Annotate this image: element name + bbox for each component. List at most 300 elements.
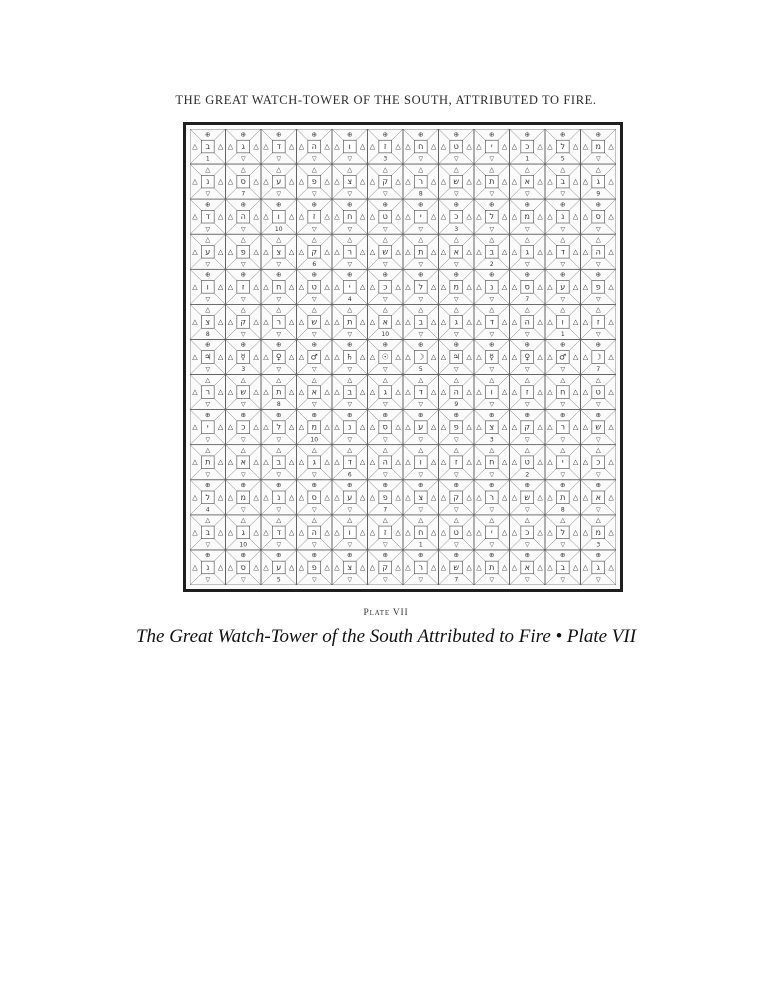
pyramid-square [474, 199, 510, 234]
top-glyph: ⊕ [311, 340, 317, 349]
center-glyph: ס [240, 562, 246, 572]
triangle-glyph: △ [537, 528, 543, 537]
center-glyph: ד [347, 457, 352, 467]
center-glyph: ו [277, 212, 280, 222]
triangle-glyph: △ [405, 388, 411, 397]
pyramid-square [439, 410, 475, 445]
center-glyph: ♃ [452, 352, 460, 362]
top-glyph: ⊕ [276, 130, 282, 139]
bottom-glyph: ▽ [560, 471, 566, 479]
bottom-glyph: ▽ [276, 295, 282, 303]
bottom-glyph: 9 [596, 190, 601, 198]
top-glyph: ⊕ [311, 410, 317, 419]
center-glyph: ת [418, 247, 424, 257]
triangle-glyph: △ [369, 247, 376, 256]
center-glyph: ד [205, 212, 210, 222]
top-glyph: ⊕ [240, 130, 246, 139]
top-glyph: △ [524, 235, 530, 244]
triangle-glyph: △ [227, 458, 234, 467]
pyramid-square [261, 199, 297, 234]
center-glyph: ר [276, 317, 282, 327]
triangle-glyph: △ [501, 177, 508, 186]
center-glyph: ג [596, 562, 600, 572]
triangle-glyph: △ [547, 142, 553, 151]
bottom-glyph: ▽ [595, 401, 601, 409]
pyramid-square [332, 480, 368, 515]
triangle-glyph: △ [466, 282, 472, 291]
top-glyph: ⊕ [453, 481, 459, 490]
triangle-glyph: △ [466, 177, 472, 186]
center-glyph: א [595, 492, 601, 502]
pyramid-square [297, 339, 333, 374]
triangle-glyph: △ [288, 282, 295, 291]
center-glyph: צ [418, 492, 424, 502]
center-glyph: ה [595, 247, 601, 257]
center-glyph: י [206, 422, 209, 432]
top-glyph: ⊕ [489, 130, 495, 139]
center-glyph: א [240, 457, 246, 467]
top-glyph: △ [382, 445, 388, 454]
triangle-glyph: △ [324, 563, 330, 572]
bottom-glyph: 10 [310, 436, 319, 444]
center-glyph: ת [489, 562, 495, 572]
top-glyph: ⊕ [418, 270, 424, 279]
triangle-glyph: △ [253, 563, 259, 572]
pyramid-square [510, 304, 546, 339]
triangle-glyph: △ [227, 247, 234, 256]
center-glyph: נ [206, 177, 210, 187]
triangle-glyph: △ [192, 423, 198, 432]
triangle-glyph: △ [466, 353, 472, 361]
pyramid-square [474, 410, 510, 445]
bottom-glyph: ▽ [276, 506, 282, 514]
pyramid-square [545, 550, 581, 585]
bottom-glyph: ▽ [205, 436, 211, 444]
top-glyph: ⊕ [347, 270, 353, 279]
pyramid-square [510, 445, 546, 480]
triangle-glyph: △ [298, 247, 305, 256]
top-glyph: △ [489, 445, 495, 454]
center-glyph: ה [311, 527, 317, 537]
pyramid-square [261, 339, 297, 374]
pyramid-square [581, 234, 617, 269]
bottom-glyph: ▽ [240, 225, 246, 233]
center-glyph: ר [418, 177, 424, 187]
triangle-glyph: △ [430, 142, 437, 151]
triangle-glyph: △ [582, 177, 589, 186]
pyramid-square [368, 339, 404, 374]
bottom-glyph: 2 [489, 260, 494, 268]
pyramid-square [545, 375, 581, 410]
top-glyph: ⊕ [595, 551, 601, 560]
triangle-glyph: △ [572, 282, 579, 291]
triangle-glyph: △ [547, 353, 553, 361]
triangle-glyph: △ [263, 282, 269, 291]
triangle-glyph: △ [334, 528, 340, 537]
bottom-glyph: ▽ [276, 366, 282, 374]
watch-tower-tablet [183, 122, 623, 592]
triangle-glyph: △ [572, 528, 579, 537]
triangle-glyph: △ [582, 212, 589, 221]
center-glyph: ל [205, 492, 211, 502]
pyramid-square [545, 515, 581, 550]
pyramid-square [190, 445, 226, 480]
caption: The Great Watch-Tower of the South Attributed to Fire • Plate VII [135, 626, 637, 647]
top-glyph: ⊕ [418, 481, 424, 490]
bottom-glyph: ▽ [311, 295, 317, 303]
center-glyph: ♀ [275, 352, 282, 362]
center-glyph: נ [277, 492, 281, 502]
top-glyph: ⊕ [489, 551, 495, 560]
pyramid-square [439, 269, 475, 304]
pyramid-square [439, 129, 475, 164]
bottom-glyph: ▽ [560, 576, 566, 584]
center-glyph: ♂ [310, 352, 318, 362]
bottom-glyph: 7 [454, 576, 459, 584]
triangle-glyph: △ [476, 353, 482, 361]
bottom-glyph: ▽ [453, 155, 459, 163]
bottom-glyph: 10 [381, 331, 390, 339]
top-glyph: ⊕ [595, 410, 601, 419]
bottom-glyph: ▽ [382, 541, 388, 549]
triangle-glyph: △ [430, 423, 437, 432]
center-glyph: ל [560, 527, 566, 537]
center-glyph: ח [489, 457, 495, 467]
top-glyph: ⊕ [240, 410, 246, 419]
center-glyph: ש [524, 492, 531, 502]
pyramid-square [190, 269, 226, 304]
center-glyph: ו [348, 527, 351, 537]
bottom-glyph: ▽ [418, 506, 424, 514]
center-glyph: פ [311, 177, 317, 187]
triangle-glyph: △ [227, 528, 234, 537]
pyramid-square [332, 164, 368, 199]
bottom-glyph: ▽ [560, 366, 566, 374]
triangle-glyph: △ [582, 423, 589, 432]
top-glyph: ⊕ [311, 270, 317, 279]
triangle-glyph: △ [298, 458, 305, 467]
triangle-glyph: △ [440, 493, 447, 502]
center-glyph: פ [453, 422, 459, 432]
pyramid-square [297, 515, 333, 550]
triangle-glyph: △ [547, 493, 553, 502]
pyramid-square [439, 515, 475, 550]
triangle-glyph: △ [547, 528, 553, 537]
pyramid-square [190, 199, 226, 234]
bottom-glyph: ▽ [347, 331, 353, 339]
bottom-glyph: ▽ [276, 331, 282, 339]
bottom-glyph: ▽ [418, 331, 424, 339]
triangle-glyph: △ [359, 282, 366, 291]
triangle-glyph: △ [511, 142, 518, 151]
pyramid-square [581, 339, 617, 374]
pyramid-square [581, 269, 617, 304]
bottom-glyph: ▽ [347, 506, 353, 514]
top-glyph: ⊕ [347, 340, 353, 349]
bottom-glyph: 3 [454, 225, 459, 233]
pyramid-square [439, 550, 475, 585]
triangle-glyph: △ [608, 388, 614, 397]
triangle-glyph: △ [405, 493, 411, 502]
triangle-glyph: △ [288, 177, 295, 186]
triangle-glyph: △ [582, 353, 589, 361]
pyramid-square [190, 339, 226, 374]
triangle-glyph: △ [359, 353, 366, 361]
triangle-glyph: △ [263, 177, 269, 186]
triangle-glyph: △ [511, 423, 518, 432]
top-glyph: △ [560, 516, 566, 525]
top-glyph: △ [347, 445, 353, 454]
pyramid-square [297, 129, 333, 164]
pyramid-square [332, 410, 368, 445]
pyramid-square [474, 164, 510, 199]
triangle-glyph: △ [395, 423, 401, 432]
center-glyph: ת [276, 387, 282, 397]
pyramid-square [368, 375, 404, 410]
triangle-glyph: △ [227, 353, 234, 361]
triangle-glyph: △ [288, 388, 295, 397]
triangle-glyph: △ [405, 177, 411, 186]
pyramid-square [368, 269, 404, 304]
triangle-glyph: △ [440, 177, 447, 186]
bottom-glyph: ▽ [347, 225, 353, 233]
bottom-glyph: ▽ [311, 471, 317, 479]
pyramid-square [226, 129, 262, 164]
bottom-glyph: ▽ [524, 401, 530, 409]
bottom-glyph: ▽ [595, 295, 601, 303]
top-glyph: ⊕ [453, 410, 459, 419]
triangle-glyph: △ [298, 282, 305, 291]
triangle-glyph: △ [263, 212, 269, 221]
triangle-glyph: △ [359, 563, 366, 572]
bottom-glyph: 10 [239, 541, 248, 549]
pyramid-square [403, 410, 439, 445]
bottom-glyph: ▽ [347, 401, 353, 409]
top-glyph: △ [489, 165, 495, 174]
bottom-glyph: ▽ [205, 225, 211, 233]
triangle-glyph: △ [440, 142, 447, 151]
pyramid-square [226, 234, 262, 269]
center-glyph: ז [383, 527, 387, 537]
pyramid-square [439, 375, 475, 410]
center-glyph: ל [418, 282, 424, 292]
triangle-glyph: △ [288, 493, 295, 502]
center-glyph: ק [382, 562, 389, 572]
center-glyph: ח [418, 142, 424, 152]
triangle-glyph: △ [263, 493, 269, 502]
center-glyph: ת [560, 492, 566, 502]
top-glyph: ⊕ [276, 410, 282, 419]
pyramid-square [226, 304, 262, 339]
center-glyph: פ [595, 282, 601, 292]
triangle-glyph: △ [430, 317, 437, 326]
bottom-glyph: ▽ [595, 155, 601, 163]
center-glyph: מ [311, 422, 317, 432]
triangle-glyph: △ [298, 563, 305, 572]
top-glyph: ⊕ [205, 481, 211, 490]
top-glyph: ⊕ [453, 551, 459, 560]
center-glyph: ו [419, 457, 422, 467]
center-glyph: ל [489, 212, 495, 222]
bottom-glyph: ▽ [418, 401, 424, 409]
center-glyph: ר [560, 422, 566, 432]
triangle-glyph: △ [395, 177, 401, 186]
bottom-glyph: ▽ [595, 260, 601, 268]
center-glyph: ג [312, 457, 316, 467]
triangle-glyph: △ [501, 528, 508, 537]
pyramid-square [226, 339, 262, 374]
triangle-glyph: △ [537, 177, 543, 186]
triangle-glyph: △ [608, 563, 614, 572]
center-glyph: א [382, 317, 388, 327]
triangle-glyph: △ [440, 353, 447, 361]
pyramid-square [403, 304, 439, 339]
bottom-glyph: ▽ [382, 295, 388, 303]
center-glyph: ד [418, 387, 423, 397]
center-glyph: ש [311, 317, 318, 327]
triangle-glyph: △ [547, 388, 553, 397]
center-glyph: כ [525, 527, 530, 537]
pyramid-square [545, 164, 581, 199]
bottom-glyph: ▽ [240, 260, 246, 268]
triangle-glyph: △ [547, 212, 553, 221]
top-glyph: ⊕ [347, 481, 353, 490]
pyramid-square [332, 199, 368, 234]
pyramid-square [261, 480, 297, 515]
plate-heading: THE GREAT WATCH-TOWER OF THE SOUTH, ATTRIBUTED TO FIRE. [175, 93, 597, 107]
triangle-glyph: △ [359, 528, 366, 537]
triangle-glyph: △ [334, 458, 340, 467]
bottom-glyph: ▽ [205, 295, 211, 303]
center-glyph: צ [347, 562, 353, 572]
pyramid-square [439, 234, 475, 269]
bottom-glyph: ▽ [453, 436, 459, 444]
triangle-glyph: △ [217, 528, 224, 537]
top-glyph: ⊕ [382, 481, 388, 490]
top-glyph: △ [595, 375, 601, 384]
pyramid-square [439, 339, 475, 374]
triangle-glyph: △ [440, 317, 447, 326]
bottom-glyph: ▽ [311, 506, 317, 514]
triangle-glyph: △ [334, 353, 340, 361]
pyramid-square [368, 164, 404, 199]
top-glyph: △ [311, 445, 317, 454]
triangle-glyph: △ [511, 563, 518, 572]
pyramid-square [510, 480, 546, 515]
triangle-glyph: △ [582, 142, 589, 151]
center-glyph: ג [525, 247, 529, 257]
triangle-glyph: △ [324, 388, 330, 397]
top-glyph: ⊕ [311, 200, 317, 209]
triangle-glyph: △ [369, 353, 376, 361]
triangle-glyph: △ [430, 493, 437, 502]
pyramid-square [332, 445, 368, 480]
triangle-glyph: △ [217, 563, 224, 572]
triangle-glyph: △ [217, 282, 224, 291]
triangle-glyph: △ [227, 317, 234, 326]
top-glyph: △ [524, 165, 530, 174]
bottom-glyph: ▽ [524, 576, 530, 584]
top-glyph: ⊕ [560, 270, 566, 279]
center-glyph: צ [489, 422, 495, 432]
top-glyph: ⊕ [595, 340, 601, 349]
top-glyph: ⊕ [347, 551, 353, 560]
bottom-glyph: ▽ [489, 506, 495, 514]
triangle-glyph: △ [405, 317, 411, 326]
center-glyph: ב [418, 317, 424, 327]
triangle-glyph: △ [369, 423, 376, 432]
triangle-glyph: △ [263, 142, 269, 151]
top-glyph: ⊕ [418, 130, 424, 139]
triangle-glyph: △ [359, 458, 366, 467]
bottom-glyph: ▽ [347, 260, 353, 268]
top-glyph: △ [560, 165, 566, 174]
triangle-glyph: △ [405, 142, 411, 151]
center-glyph: צ [347, 177, 353, 187]
bottom-glyph: ▽ [560, 295, 566, 303]
top-glyph: ⊕ [524, 410, 530, 419]
triangle-glyph: △ [476, 528, 482, 537]
bottom-glyph: ▽ [418, 260, 424, 268]
triangle-glyph: △ [227, 388, 234, 397]
pyramid-square [297, 234, 333, 269]
top-glyph: △ [453, 305, 459, 314]
triangle-glyph: △ [288, 353, 295, 361]
pyramid-square [474, 445, 510, 480]
triangle-glyph: △ [572, 212, 579, 221]
top-glyph: △ [418, 516, 424, 525]
top-glyph: ⊕ [560, 551, 566, 560]
triangle-glyph: △ [582, 458, 589, 467]
top-glyph: ⊕ [453, 130, 459, 139]
top-glyph: ⊕ [205, 130, 211, 139]
pyramid-square [190, 550, 226, 585]
center-glyph: ד [489, 317, 494, 327]
triangle-glyph: △ [192, 528, 198, 537]
center-glyph: ה [524, 317, 530, 327]
pyramid-square [368, 515, 404, 550]
triangle-glyph: △ [288, 563, 295, 572]
triangle-glyph: △ [430, 282, 437, 291]
triangle-glyph: △ [288, 142, 295, 151]
triangle-glyph: △ [227, 423, 234, 432]
pyramid-square [332, 375, 368, 410]
triangle-glyph: △ [547, 247, 553, 256]
top-glyph: △ [276, 165, 282, 174]
triangle-glyph: △ [466, 458, 472, 467]
top-glyph: ⊕ [595, 481, 601, 490]
top-glyph: △ [276, 305, 282, 314]
top-glyph: △ [311, 375, 317, 384]
top-glyph: △ [453, 516, 459, 525]
triangle-glyph: △ [359, 493, 366, 502]
triangle-glyph: △ [395, 563, 401, 572]
bottom-glyph: ▽ [595, 436, 601, 444]
pyramid-square [297, 304, 333, 339]
bottom-glyph: ▽ [382, 260, 388, 268]
triangle-glyph: △ [288, 458, 295, 467]
top-glyph: △ [382, 375, 388, 384]
bottom-glyph: ▽ [453, 541, 459, 549]
triangle-glyph: △ [440, 282, 447, 291]
center-glyph: ע [276, 177, 282, 187]
bottom-glyph: ▽ [205, 260, 211, 268]
pyramid-square [368, 199, 404, 234]
top-glyph: ⊕ [453, 340, 459, 349]
bottom-glyph: 2 [525, 471, 530, 479]
top-glyph: ⊕ [524, 340, 530, 349]
top-glyph: △ [595, 165, 601, 174]
